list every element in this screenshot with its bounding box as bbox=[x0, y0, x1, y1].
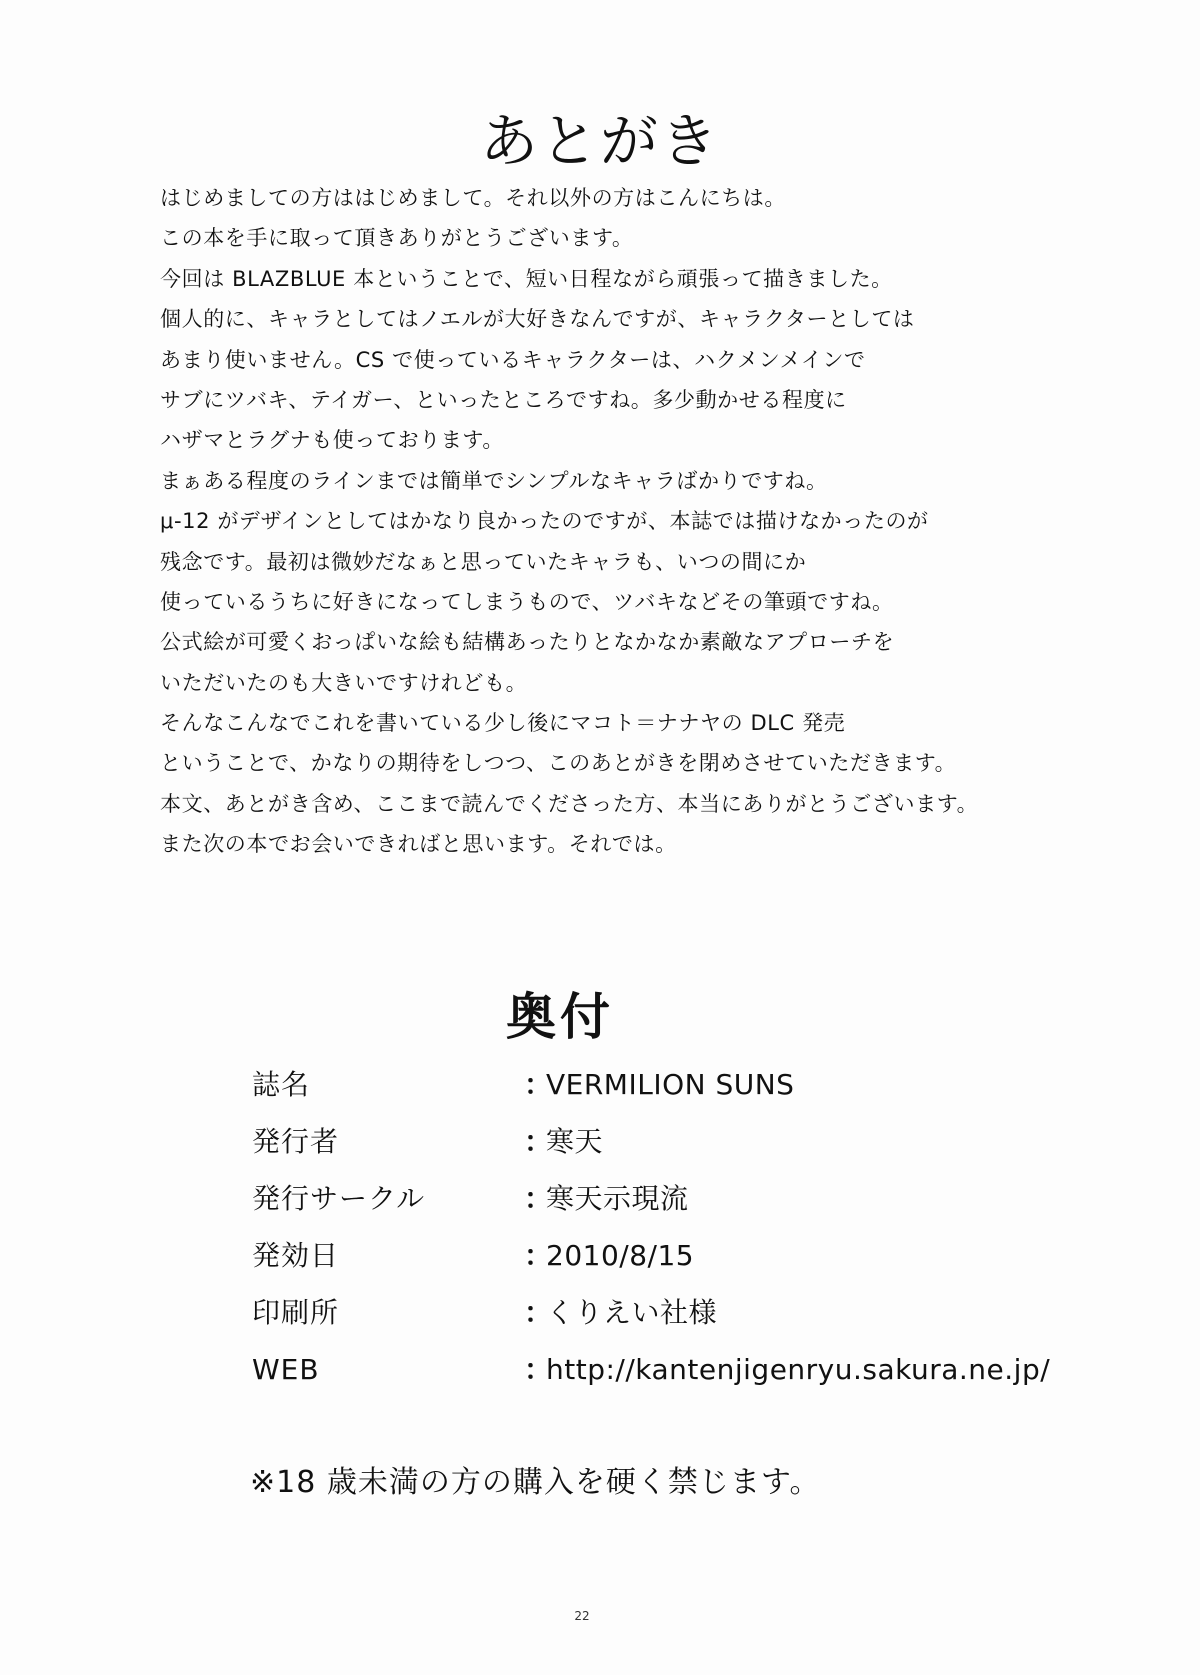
afterword-line: いただいたのも大きいですけれども。 bbox=[160, 670, 528, 695]
colophon-table bbox=[252, 1056, 1112, 1398]
colophon-row-publisher bbox=[252, 1113, 1112, 1170]
colophon-value: くりえい社様 bbox=[546, 1296, 718, 1329]
afterword-line: はじめましての方ははじめまして。それ以外の方はこんにちは。 bbox=[160, 186, 786, 210]
page-number: 22 bbox=[574, 1609, 590, 1623]
colophon-colon: ： bbox=[524, 1239, 553, 1272]
afterword-line: また次の本でお会いできればと思います。それでは。 bbox=[160, 832, 677, 857]
afterword-line: 個人的に、キャラとしてはノエルが大好きなんですが、キャラクターとしては bbox=[160, 307, 915, 332]
afterword-line: μ-12 がデザインとしてはかなり良かったのですが、本誌では描けなかったのが bbox=[160, 509, 929, 534]
colophon-label: 誌名 bbox=[252, 1068, 311, 1101]
afterword-line: 公式絵が可愛くおっぱいな絵も結構あったりとなかなか素敵なアプローチを bbox=[160, 630, 895, 655]
afterword-line: あまり使いません。CS で使っているキャラクターは、ハクメンメインで bbox=[160, 347, 866, 372]
colophon-label: 発効日 bbox=[252, 1239, 340, 1272]
colophon-row-web bbox=[252, 1341, 1112, 1398]
colophon-row-date bbox=[252, 1227, 1112, 1284]
age-restriction-notice: ※18 歳未満の方の購入を硬く禁じます。 bbox=[250, 1465, 821, 1500]
afterword-body bbox=[160, 178, 1160, 865]
afterword-line: そんなこんなでこれを書いている少し後にマコト＝ナナヤの DLC 発売 bbox=[160, 711, 846, 736]
afterword-line: サブにツバキ、テイガー、といったところですね。多少動かせる程度に bbox=[160, 387, 847, 412]
afterword-line: 残念です。最初は微妙だなぁと思っていたキャラも、いつの間にか bbox=[160, 549, 807, 574]
colophon-label: WEB bbox=[252, 1353, 320, 1386]
colophon-label: 発行者 bbox=[252, 1125, 340, 1158]
colophon-colon: ： bbox=[524, 1182, 553, 1215]
colophon-value: 寒天示現流 bbox=[546, 1182, 689, 1215]
afterword-line: まぁある程度のラインまでは簡単でシンプルなキャラばかりですね。 bbox=[160, 468, 828, 493]
afterword-line: 使っているうちに好きになってしまうもので、ツバキなどその筆頭ですね。 bbox=[160, 589, 894, 614]
colophon-title: 奥付 bbox=[506, 987, 614, 1046]
colophon-colon: ： bbox=[524, 1353, 553, 1386]
afterword-line: 本文、あとがき含め、ここまで読んでくださった方、本当にありがとうございます。 bbox=[160, 791, 979, 816]
afterword-line: 今回は BLAZBLUE 本ということで、短い日程ながら頑張って描きました。 bbox=[160, 266, 893, 291]
colophon-value: 寒天 bbox=[546, 1125, 604, 1158]
afterword-line: この本を手に取って頂きありがとうございます。 bbox=[160, 226, 634, 251]
colophon-row-printer bbox=[252, 1284, 1112, 1341]
colophon-row-title bbox=[252, 1056, 1112, 1113]
colophon-label: 発行サークル bbox=[252, 1182, 426, 1215]
afterword-title: あとがき bbox=[479, 106, 720, 175]
colophon-colon: ： bbox=[524, 1296, 553, 1329]
colophon-colon: ： bbox=[524, 1068, 553, 1101]
afterword-line: ということで、かなりの期待をしつつ、このあとがきを閉めさせていただきます。 bbox=[160, 751, 957, 776]
colophon-value: VERMILION SUNS bbox=[546, 1068, 795, 1101]
colophon-label: 印刷所 bbox=[252, 1296, 340, 1329]
colophon-colon: ： bbox=[524, 1125, 553, 1158]
colophon-row-circle bbox=[252, 1170, 1112, 1227]
afterword-line: ハザマとラグナも使っております。 bbox=[160, 428, 504, 453]
colophon-value: 2010/8/15 bbox=[546, 1239, 695, 1272]
website-url: http://kantenjigenryu.sakura.ne.jp/ bbox=[546, 1353, 1051, 1386]
